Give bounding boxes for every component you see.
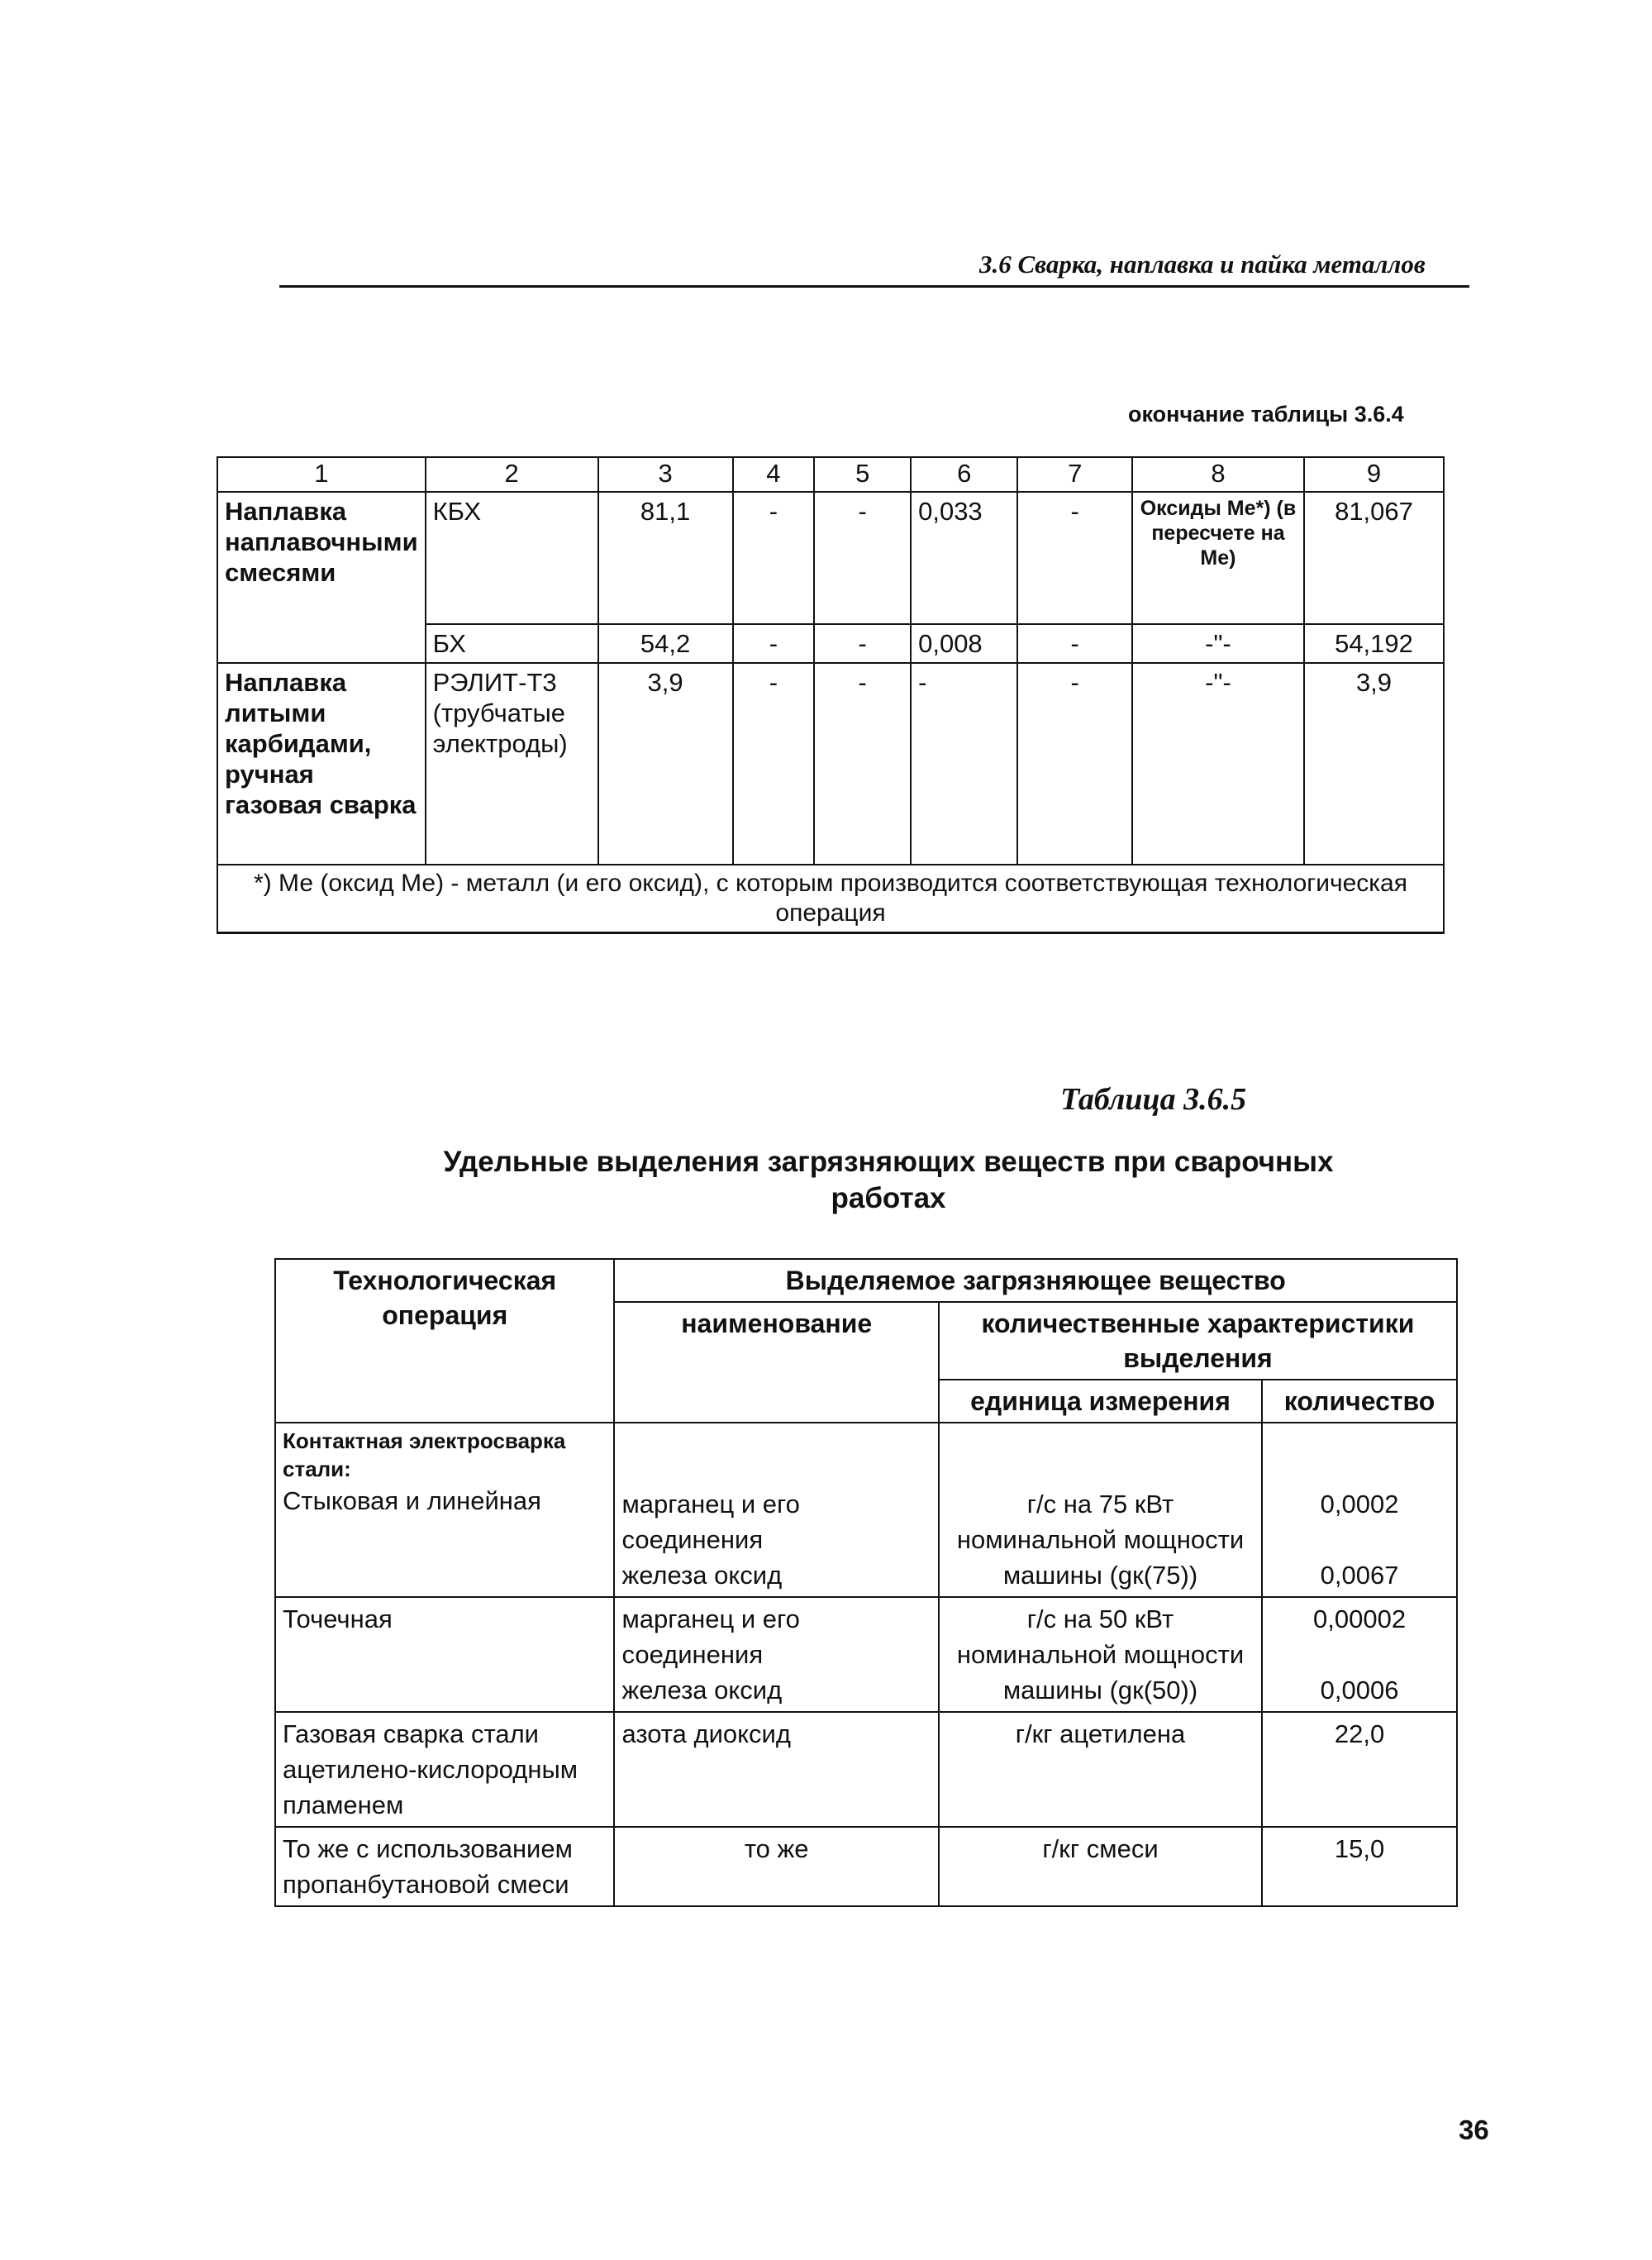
substance-name: железа оксид [621, 1561, 783, 1590]
col-number: 3 [598, 457, 733, 492]
header-unit: единица измерения [939, 1380, 1262, 1423]
header-quantitative: количественные характеристики выделения [939, 1302, 1457, 1380]
table-row [275, 1712, 1457, 1827]
table-label: Таблица 3.6.5 [1060, 1082, 1247, 1117]
header-name: наименование [614, 1302, 938, 1423]
substance-cell [614, 1597, 938, 1712]
page-number: 36 [1459, 2115, 1489, 2145]
total-cell: 3,9 [1304, 663, 1444, 865]
amount-value: 0,0006 [1320, 1676, 1399, 1705]
value-cell: - [733, 624, 815, 663]
col-number: 7 [1017, 457, 1131, 492]
substance-name: марганец и его соединения [621, 1604, 800, 1669]
table-row [275, 1423, 1457, 1597]
value-cell: - [733, 663, 815, 865]
col-number: 8 [1132, 457, 1304, 492]
table-3-6-5 [274, 1258, 1458, 1907]
table-row [217, 492, 1444, 624]
operation-label: Стыковая и линейная [283, 1486, 541, 1515]
substance-note-cell: -"- [1132, 663, 1304, 865]
value-cell: - [911, 663, 1017, 865]
value-cell: - [814, 624, 911, 663]
running-header: 3.6 Сварка, наплавка и пайка металлов [979, 250, 1426, 279]
value-cell: 0,033 [911, 492, 1017, 624]
substance-name: марганец и его соединения [621, 1490, 800, 1554]
value-cell: 3,9 [598, 663, 733, 865]
amount-value: 0,00002 [1313, 1604, 1407, 1633]
operation-cell: Наплавка наплавочными смесями [217, 492, 426, 663]
amount-cell [1262, 1597, 1457, 1712]
operation-cell [275, 1423, 614, 1597]
footnote-row [217, 865, 1444, 933]
total-cell: 54,192 [1304, 624, 1444, 663]
amount-cell: 15,0 [1262, 1827, 1457, 1906]
substance-cell [614, 1423, 938, 1597]
unit-cell: г/с на 50 кВт номинальной мощности машины (gк(50)) [939, 1597, 1262, 1712]
col-number: 4 [733, 457, 815, 492]
table-row [275, 1827, 1457, 1906]
substance-note-cell: Оксиды Ме*) (в пересчете на Ме) [1132, 492, 1304, 624]
material-cell: БХ [426, 624, 598, 663]
table-continuation-label: окончание таблицы 3.6.4 [1128, 402, 1404, 427]
unit-cell: г/кг смеси [939, 1827, 1262, 1906]
amount-value: 0,0002 [1320, 1490, 1399, 1519]
operation-cell: То же с использованием пропанбутановой смеси [275, 1827, 614, 1906]
operation-cell: Наплавка литыми карбидами, ручная газовая сварка [217, 663, 426, 865]
table-footnote: *) Ме (оксид Ме) - металл (и его оксид), с которым производится соответствующая технологическая операция [217, 865, 1444, 933]
table-row [275, 1597, 1457, 1712]
col-number: 2 [426, 457, 598, 492]
unit-cell: г/с на 75 кВт номинальной мощности машины (gк(75)) [939, 1423, 1262, 1597]
material-cell: РЭЛИТ-Т3 (трубчатые электроды) [426, 663, 598, 865]
value-cell: - [1017, 624, 1131, 663]
substance-cell: азота диоксид [614, 1712, 938, 1827]
header-operation: Технологическая операция [275, 1259, 614, 1423]
col-number: 6 [911, 457, 1017, 492]
group-label: Контактная электросварка стали: [283, 1428, 566, 1481]
material-cell: КБХ [426, 492, 598, 624]
operation-cell: Точечная [275, 1597, 614, 1712]
value-cell: 54,2 [598, 624, 733, 663]
unit-cell: г/кг ацетилена [939, 1712, 1262, 1827]
table-title: Удельные выделения загрязняющих веществ при сварочных работах [443, 1146, 1334, 1214]
table-3-6-4-end [217, 456, 1445, 934]
col-number: 1 [217, 457, 426, 492]
table-row [217, 663, 1444, 865]
amount-cell: 22,0 [1262, 1712, 1457, 1827]
col-number: 5 [814, 457, 911, 492]
value-cell: - [1017, 492, 1131, 624]
value-cell: 0,008 [911, 624, 1017, 663]
substance-cell: то же [614, 1827, 938, 1906]
substance-note-cell: -"- [1132, 624, 1304, 663]
substance-name: железа оксид [621, 1676, 783, 1705]
value-cell: - [814, 663, 911, 865]
header-substance: Выделяемое загрязняющее вещество [614, 1259, 1457, 1302]
operation-cell: Газовая сварка стали ацетилено-кислородным пламенем [275, 1712, 614, 1827]
header-amount: количество [1262, 1380, 1457, 1423]
total-cell: 81,067 [1304, 492, 1444, 624]
value-cell: - [1017, 663, 1131, 865]
column-number-row [217, 457, 1444, 492]
value-cell: - [814, 492, 911, 624]
header-rule [279, 285, 1469, 288]
amount-value: 0,0067 [1320, 1561, 1399, 1590]
col-number: 9 [1304, 457, 1444, 492]
value-cell: 81,1 [598, 492, 733, 624]
amount-cell [1262, 1423, 1457, 1597]
value-cell: - [733, 492, 815, 624]
